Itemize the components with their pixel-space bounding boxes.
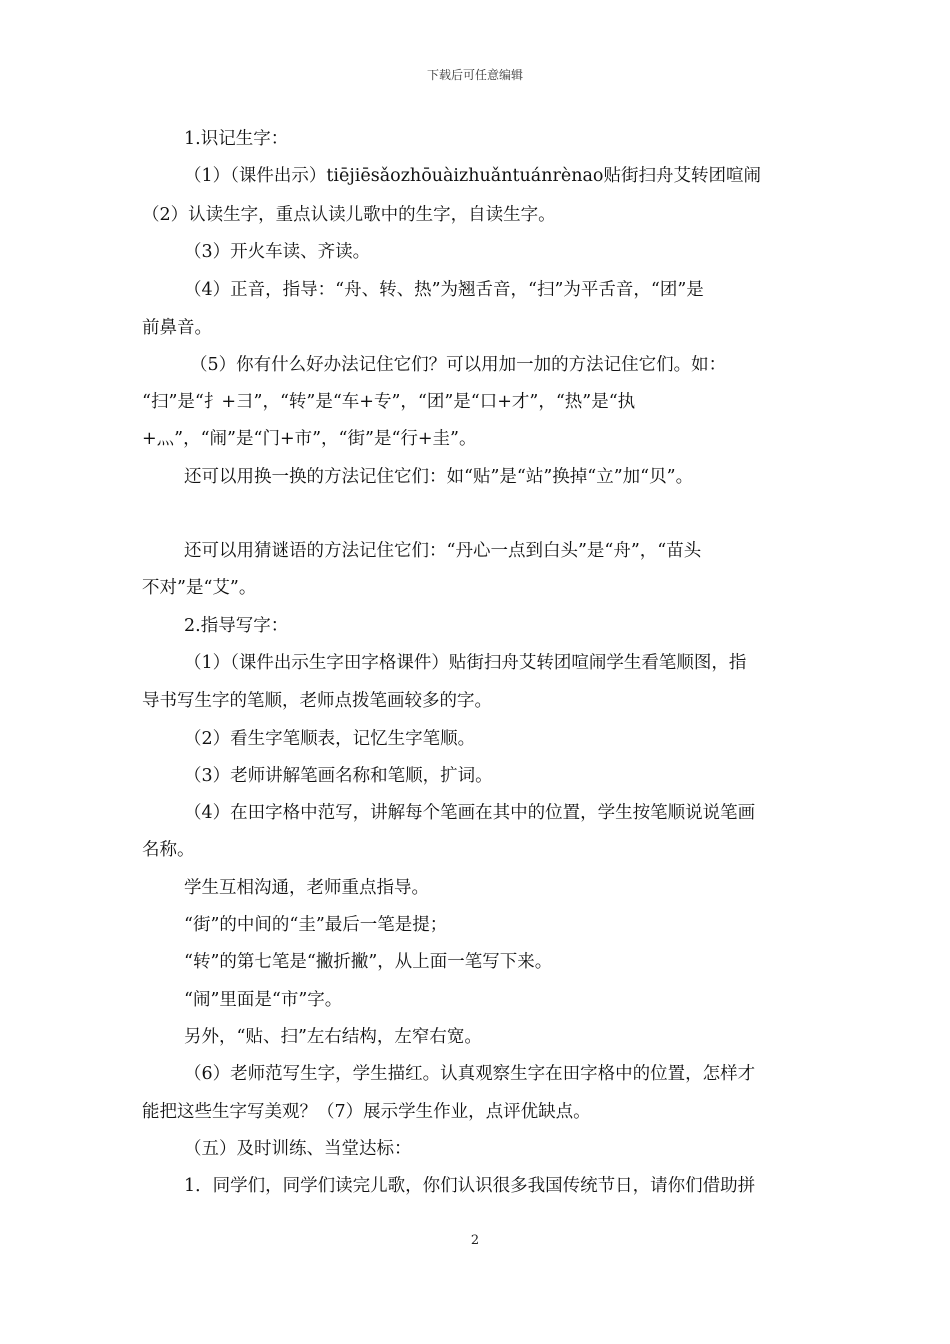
text-line: 前鼻音。 xyxy=(142,318,212,338)
text-line: +灬”，“闹”是“门+市”，“街”是“行+圭”。 xyxy=(142,429,477,449)
text-line: 不对”是“艾”。 xyxy=(142,578,257,598)
text-line: 另外，“贴、扫”左右结构，左窄右宽。 xyxy=(184,1027,482,1047)
text-line: （2）认读生字，重点认读儿歌中的生字，自读生字。 xyxy=(142,205,556,225)
text-line: （3）开火车读、齐读。 xyxy=(184,242,371,262)
text-line: 能把这些生字写美观？（7）展示学生作业，点评优缺点。 xyxy=(142,1102,591,1122)
page-header: 下载后可任意编辑 xyxy=(426,68,523,82)
text-line: “闹”里面是“市”字。 xyxy=(184,990,343,1010)
text-line: （5）你有什么好办法记住它们？可以用加一加的方法记住它们。如： xyxy=(190,355,727,375)
text-line: “扫”是“扌+彐”，“转”是“车+专”，“团”是“口+才”，“热”是“执 xyxy=(142,392,636,412)
text-line: 2.指导写字： xyxy=(184,616,289,636)
text-line: （3）老师讲解笔画名称和笔顺，扩词。 xyxy=(184,766,493,786)
text-line: 名称。 xyxy=(142,840,195,860)
text-line: （1）（课件出示）tiējiēsǎozhōuàizhuǎntuánrènao贴街扫舟艾转团喧闹 xyxy=(184,166,761,186)
text-line: “街”的中间的“圭”最后一笔是提； xyxy=(184,915,448,935)
text-line: （6）老师范写生字，学生描红。认真观察生字在田字格中的位置，怎样才 xyxy=(184,1064,756,1084)
text-line: 还可以用换一换的方法记住它们：如“贴”是“站”换掉“立”加“贝”。 xyxy=(184,467,694,487)
text-line: （2）看生字笔顺表，记忆生字笔顺。 xyxy=(184,729,476,749)
text-line: 学生互相沟通，老师重点指导。 xyxy=(184,878,429,898)
text-line: 还可以用猜谜语的方法记住它们：“丹心一点到白头”是“舟”，“苗头 xyxy=(184,541,702,561)
text-line: （4）在田字格中范写，讲解每个笔画在其中的位置，学生按笔顺说说笔画 xyxy=(184,803,756,823)
text-line: 1．同学们，同学们读完儿歌，你们认识很多我国传统节日，请你们借助拼 xyxy=(184,1176,756,1196)
text-line: （五）及时训练、当堂达标： xyxy=(184,1139,412,1159)
text-line: 1.识记生字： xyxy=(184,129,289,149)
text-line: （4）正音，指导：“舟、转、热”为翘舌音，“扫”为平舌音，“团”是 xyxy=(184,280,704,300)
page-number: 2 xyxy=(470,1233,480,1248)
text-line: （1）（课件出示生字田字格课件）贴街扫舟艾转团喧闹学生看笔顺图，指 xyxy=(184,653,747,673)
text-line: 导书写生字的笔顺，老师点拨笔画较多的字。 xyxy=(142,691,492,711)
text-line: “转”的第七笔是“撇折撇”，从上面一笔写下来。 xyxy=(184,952,553,972)
